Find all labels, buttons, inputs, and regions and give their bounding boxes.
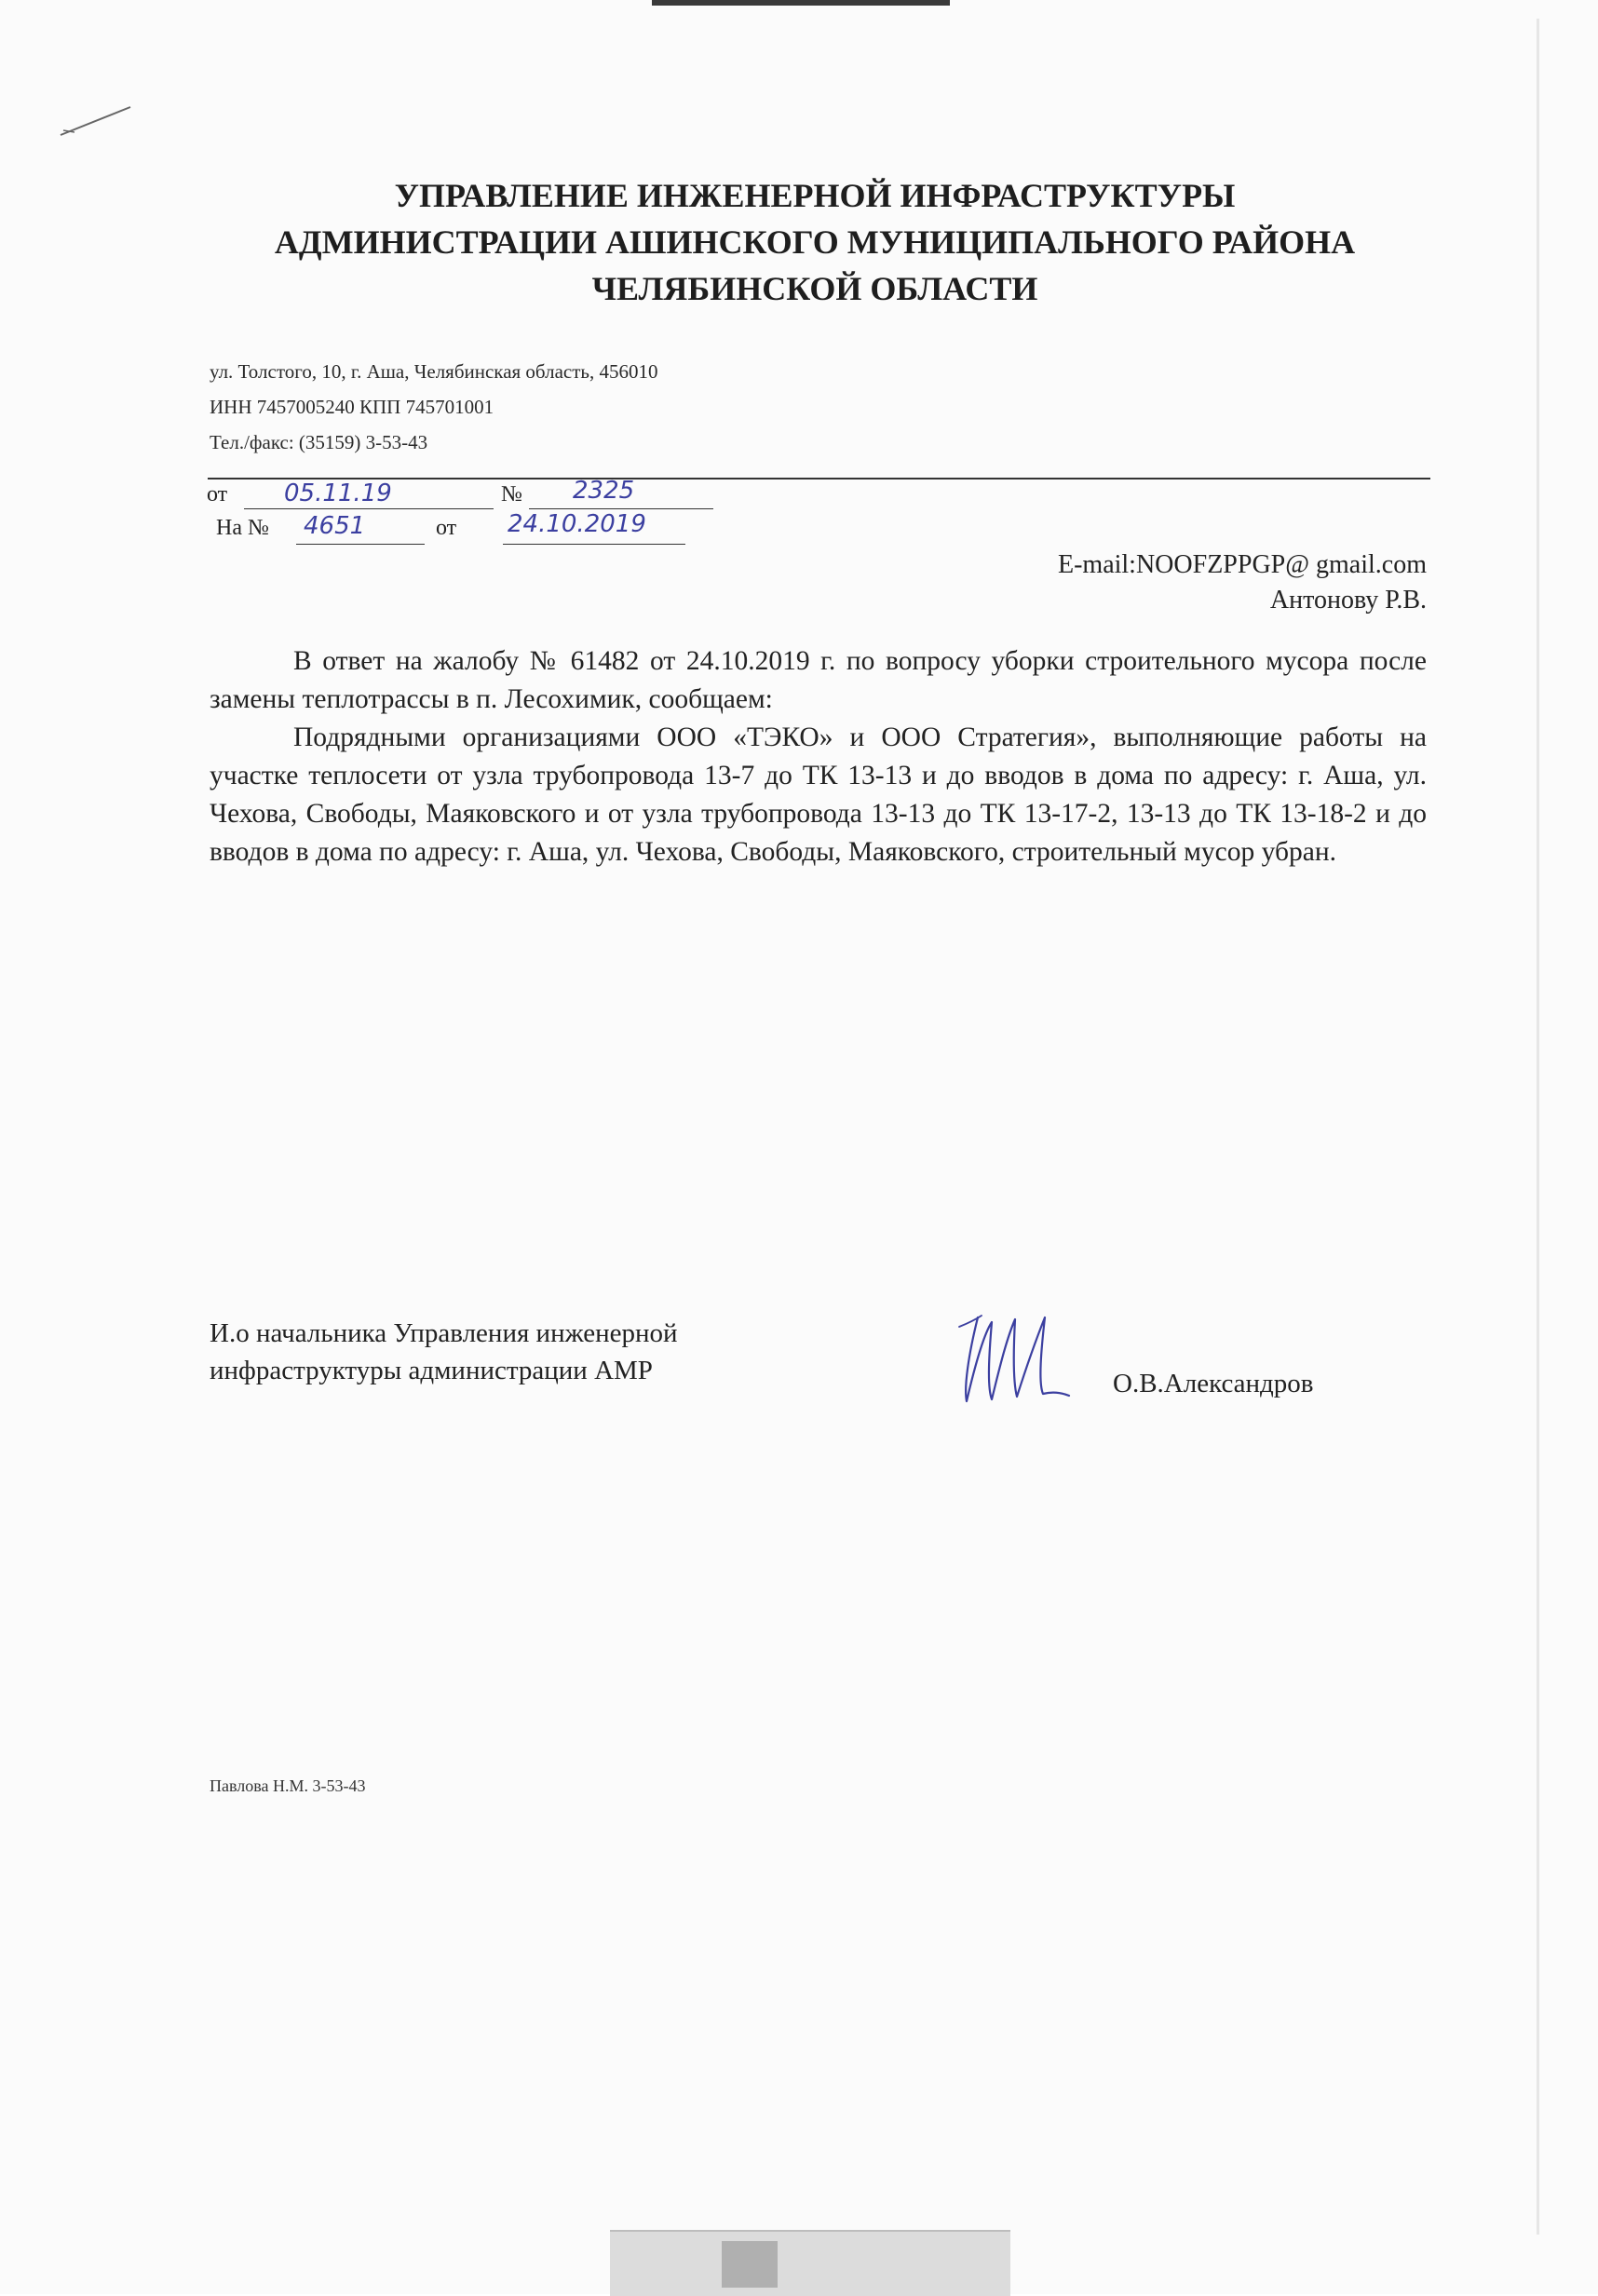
executor-note: Павлова Н.М. 3-53-43 — [210, 1776, 366, 1795]
body-paragraph-2: Подрядными организациями ООО «ТЭКО» и ООО Стратегия», выполняющие работы на участке теплосети от узла трубопровода 13-7 до ТК 13-13 и до вводов в дома по адресу: г. Аша, ул. Чехова, Свободы, Маяковского и от узла трубопровода 13-13 до ТК 13-17-2, 13-13 до ТК 13-18-2 и до вводов в дома по адресу: г. Аша, ул. Чехова, Свободы, Маяковского, строительный мусор убран. — [210, 723, 1427, 867]
address: ул. Толстого, 10, г. Аша, Челябинская область, 456010 — [210, 360, 658, 383]
signatory-name: О.В.Александров — [1113, 1369, 1314, 1398]
letter-body — [210, 642, 1427, 871]
recipient-block — [838, 547, 1427, 618]
scan-artifact-bottom — [610, 2230, 1010, 2296]
letterhead-line-1: УПРАВЛЕНИЕ ИНЖЕНЕРНОЙ ИНФРАСТРУКТУРЫ — [394, 177, 1236, 214]
phone-fax: Тел./факс: (35159) 3-53-43 — [210, 431, 428, 453]
outgoing-number: 2325 — [573, 477, 635, 505]
recipient-name: Антонову Р.В. — [1269, 586, 1427, 615]
reply-number: 4651 — [304, 512, 366, 540]
tax-ids: ИНН 7457005240 КПП 745701001 — [210, 396, 494, 418]
contact-block — [210, 354, 657, 460]
reply-number-label: На № — [216, 516, 269, 540]
body-paragraph-1: В ответ на жалобу № 61482 от 24.10.2019 г. по вопросу уборки строительного мусора после замены теплотрассы в п. Лесохимик, сообщаем: — [210, 646, 1427, 714]
from-date: 05.11.19 — [284, 479, 392, 507]
letterhead — [140, 172, 1490, 312]
from-date-blank — [244, 508, 494, 509]
signatory-title — [210, 1315, 678, 1389]
recipient-email: E-mail:NOOFZPPGP@ gmail.com — [1057, 550, 1427, 579]
letterhead-line-3: ЧЕЛЯБИНСКОЙ ОБЛАСТИ — [591, 270, 1038, 307]
letterhead-line-2: АДМИНИСТРАЦИИ АШИНСКОГО МУНИЦИПАЛЬНОГО РАЙОНА — [274, 223, 1356, 261]
number-blank — [529, 508, 713, 509]
scan-artifact-top — [652, 0, 950, 6]
signatory-title-line-1: И.о начальника Управления инженерной — [210, 1318, 678, 1348]
reply-from-label: от — [436, 516, 457, 540]
reply-number-blank — [296, 544, 425, 545]
handwritten-signature-icon — [941, 1299, 1090, 1420]
from-label: от — [207, 482, 228, 506]
scan-artifact-edge — [1537, 19, 1539, 2235]
pen-mark-icon — [56, 93, 140, 149]
number-label: № — [501, 482, 522, 506]
reply-date-blank — [503, 544, 685, 545]
reply-date: 24.10.2019 — [508, 510, 646, 538]
signatory-title-line-2: инфраструктуры администрации АМР — [210, 1356, 653, 1385]
